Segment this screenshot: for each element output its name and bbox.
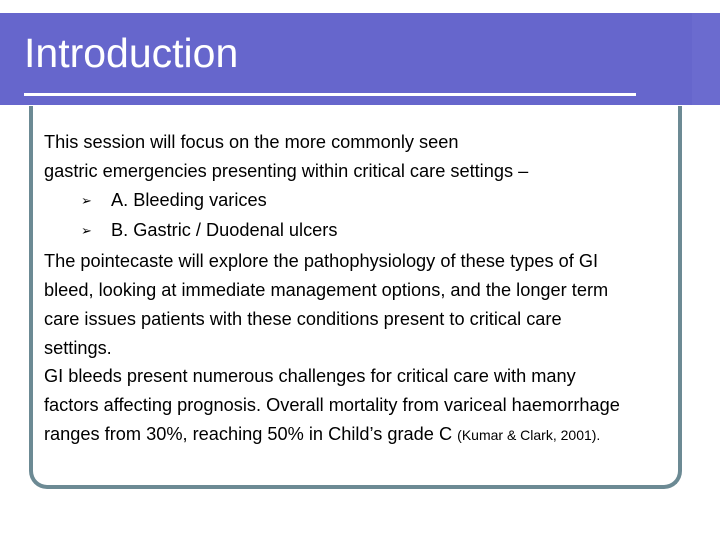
slide-body: [44, 128, 694, 450]
arrow-bullet-icon: ➢: [81, 192, 92, 208]
body-line: factors affecting prognosis. Overall mortality from variceal haemorrhage: [44, 395, 620, 416]
body-line: GI bleeds present numerous challenges for critical care with many: [44, 366, 576, 387]
body-line-last: [44, 420, 694, 450]
title-underline: [24, 93, 636, 96]
body-line: gastric emergencies presenting within critical care settings –: [44, 160, 529, 181]
body-line: care issues patients with these conditions present to critical care: [44, 308, 562, 329]
body-line: This session will focus on the more commonly seen: [44, 132, 459, 152]
last-line-text: ranges from 30%, reaching 50% in Child’s grade C: [44, 423, 458, 444]
bullet-item: [44, 216, 694, 247]
bullet-item: [44, 186, 694, 217]
slide-title: Introduction: [24, 30, 239, 76]
body-line: settings.: [44, 337, 112, 358]
bullet-text: B. Gastric / Duodenal ulcers: [111, 220, 338, 241]
title-bar-edge: [692, 13, 720, 105]
arrow-bullet-icon: ➢: [81, 223, 92, 239]
citation: (Kumar & Clark, 2001).: [457, 426, 601, 443]
body-line: bleed, looking at immediate management options, and the longer term: [44, 279, 609, 300]
bullet-text: A. Bleeding varices: [111, 189, 267, 210]
body-line: The pointecaste will explore the pathophysiology of these types of GI: [44, 251, 599, 272]
